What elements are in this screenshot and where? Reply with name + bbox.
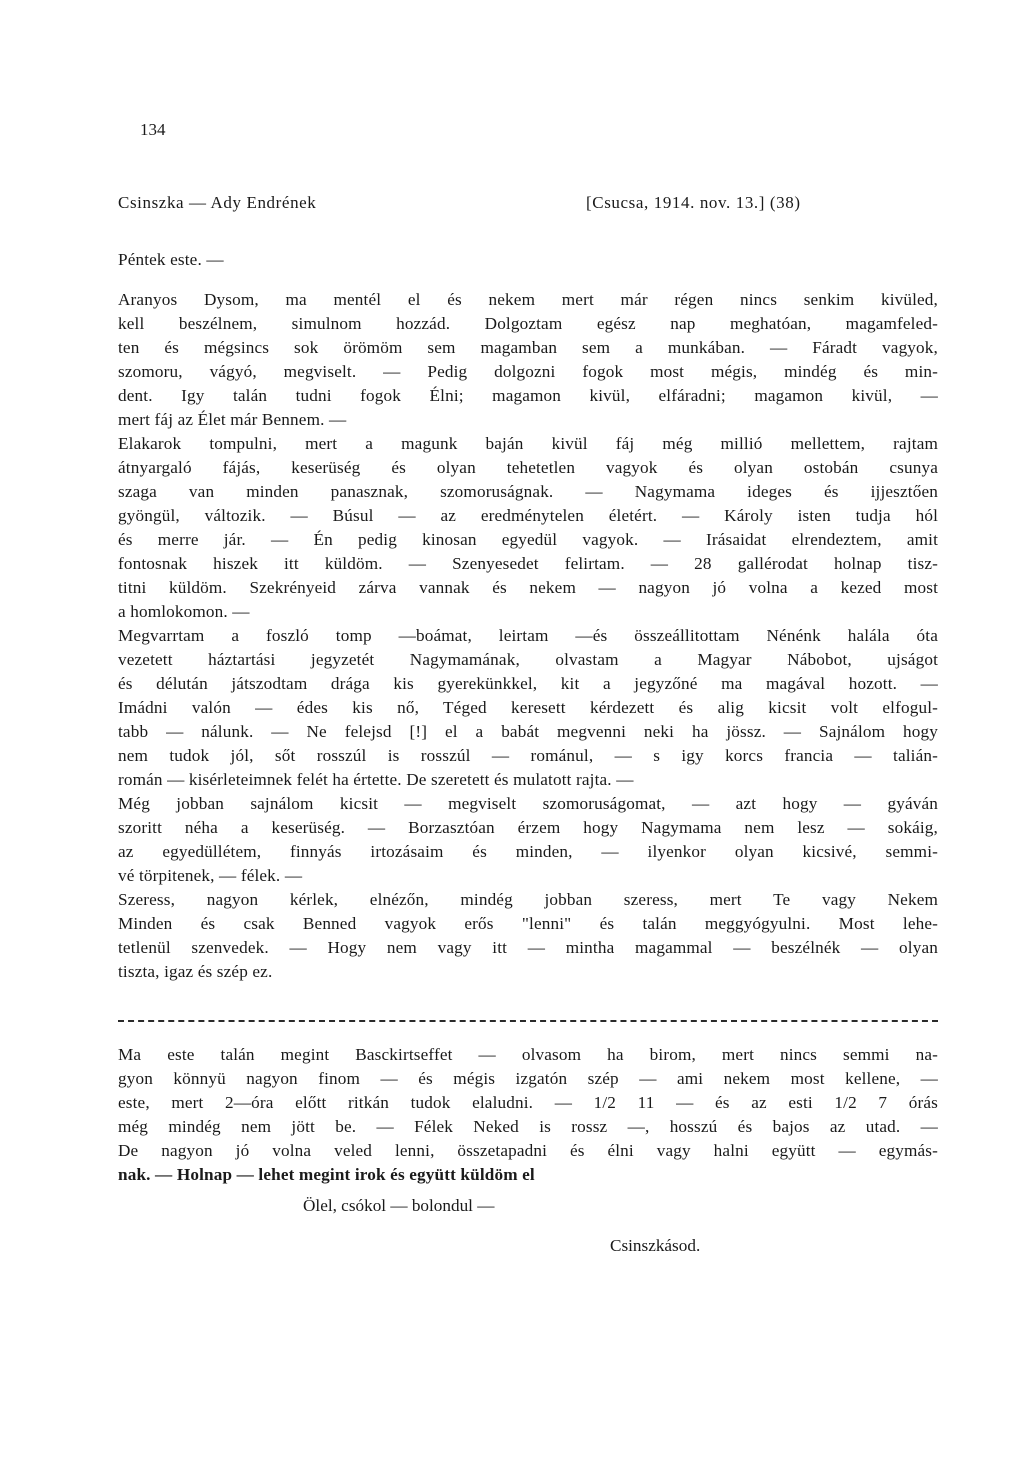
body-line: Aranyos Dysom, ma mentél el és nekem mert már régen nincs senkim kivüled, <box>118 290 938 309</box>
dashed-separator <box>118 1020 938 1022</box>
body-line: ten és mégsincs sok örömöm sem magamban sem a munkában. — Fáradt vagyok, <box>118 338 938 357</box>
postscript-line: Ma este talán megint Basckirtseffet — olvasom ha birom, mert nincs semmi na- <box>118 1045 938 1064</box>
body-line: Elakarok tompulni, mert a magunk baján kivül fáj még millió mellettem, rajtam <box>118 434 938 453</box>
body-line: román — kisérleteimnek felét ha értette. De szeretett és mulatott rajta. — <box>118 770 634 789</box>
postscript-line: még mindég nem jött be. — Félek Neked is rossz —, hosszú és bajos az utad. — <box>118 1117 938 1136</box>
body-line: nem tudok jól, sőt rosszúl is rosszúl — románul, — s igy korcs francia — talián- <box>118 746 938 765</box>
body-line: gyöngül, változik. — Búsul — az eredménytelen életért. — Károly isten tudja hól <box>118 506 938 525</box>
body-line: és merre jár. — Én pedig kinosan egyedül vagyok. — Irásaidat elrendeztem, amit <box>118 530 938 549</box>
body-line: vé törpitenek, — félek. — <box>118 866 303 885</box>
body-line: szoritt néha a keserüség. — Borzasztóan érzem hogy Nagymama nem lesz — sokáig, <box>118 818 938 837</box>
letter-postscript <box>118 1043 938 1187</box>
body-line: szomoru, vágyó, megviselt. — Pedig dolgozni fogok most mégis, mindég és min- <box>118 362 938 381</box>
body-line: és délután játszodtam drága kis gyerekünkkel, kit a jegyzőné ma magával hozott. — <box>118 674 938 693</box>
body-line: tiszta, igaz és szép ez. <box>118 962 273 981</box>
body-line: Szeress, nagyon kérlek, elnézőn, mindég jobban szeress, mert Te vagy Nekem <box>118 890 938 909</box>
body-line: titni küldöm. Szekrényeid zárva vannak és nekem — nagyon jó volna a kezed most <box>118 578 938 597</box>
postscript-line: gyon könnyü nagyon finom — és mégis izgatón szép — ami nekem most kellene, — <box>118 1069 938 1088</box>
letter-closing: Ölel, csókol — bolondul — <box>303 1196 495 1215</box>
body-line: az egyedüllétem, finnyás irtozásaim és minden, — ilyenkor olyan kicsivé, semmi- <box>118 842 938 861</box>
page-number: 134 <box>140 120 166 139</box>
letter-signature: Csinszkásod. <box>610 1236 701 1255</box>
body-line: tetlenül szenvedek. — Hogy nem vagy itt — mintha magammal — beszélnék — olyan <box>118 938 938 957</box>
body-line: Minden és csak Benned vagyok erős "lenni" és talán meggyógyulni. Most lehe- <box>118 914 938 933</box>
salutation-line: Péntek este. — <box>118 250 224 269</box>
postscript-line: nak. — Holnap — lehet megint irok és együtt küldöm el <box>118 1165 535 1184</box>
letter-salutation <box>118 248 938 272</box>
body-line: Imádni valón — édes kis nő, Téged keresett kérdezett és alig kicsit volt elfogul- <box>118 698 938 717</box>
body-line: dent. Igy talán tudni fogok Élni; magamon kivül, elfáradni; magamon kivül, — <box>118 386 938 405</box>
body-line: kell beszélnem, simulnom hozzád. Dolgoztam egész nap meghatóan, magamfeled- <box>118 314 938 333</box>
body-line: vezetett háztartási jegyzetét Nagymamának, olvastam a Magyar Nábobot, ujságot <box>118 650 938 669</box>
letter-header-place-date: [Csucsa, 1914. nov. 13.] (38) <box>586 193 801 212</box>
body-line: fontosnak hiszek itt küldöm. — Szenyesedet felirtam. — 28 gallérodat holnap tisz- <box>118 554 938 573</box>
body-line: átnyargaló fájás, keserüség és olyan tehetetlen vagyok és olyan ostobán csunya <box>118 458 938 477</box>
body-line: Megvarrtam a foszló tomp —boámat, leirtam —és összeállitottam Nénénk halála óta <box>118 626 938 645</box>
body-line: a homlokomon. — <box>118 602 250 621</box>
postscript-line: De nagyon jó volna veled lenni, összetapadni és élni vagy halni együtt — egymás- <box>118 1141 938 1160</box>
body-line: Még jobban sajnálom kicsit — megviselt szomoruságomat, — azt hogy — gyáván <box>118 794 938 813</box>
letter-header-from-to: Csinszka — Ady Endrének <box>118 193 317 212</box>
body-line: tabb — nálunk. — Ne felejsd [!] el a babát megvenni neki ha jössz. — Sajnálom hogy <box>118 722 938 741</box>
body-line: szaga van minden panasznak, szomoruságnak. — Nagymama ideges és ijjesztően <box>118 482 938 501</box>
letter-body <box>118 288 938 984</box>
postscript-line: este, mert 2—óra előtt ritkán tudok elaludni. — 1/2 11 — és az esti 1/2 7 órás <box>118 1093 938 1112</box>
body-line: mert fáj az Élet már Bennem. — <box>118 410 347 429</box>
